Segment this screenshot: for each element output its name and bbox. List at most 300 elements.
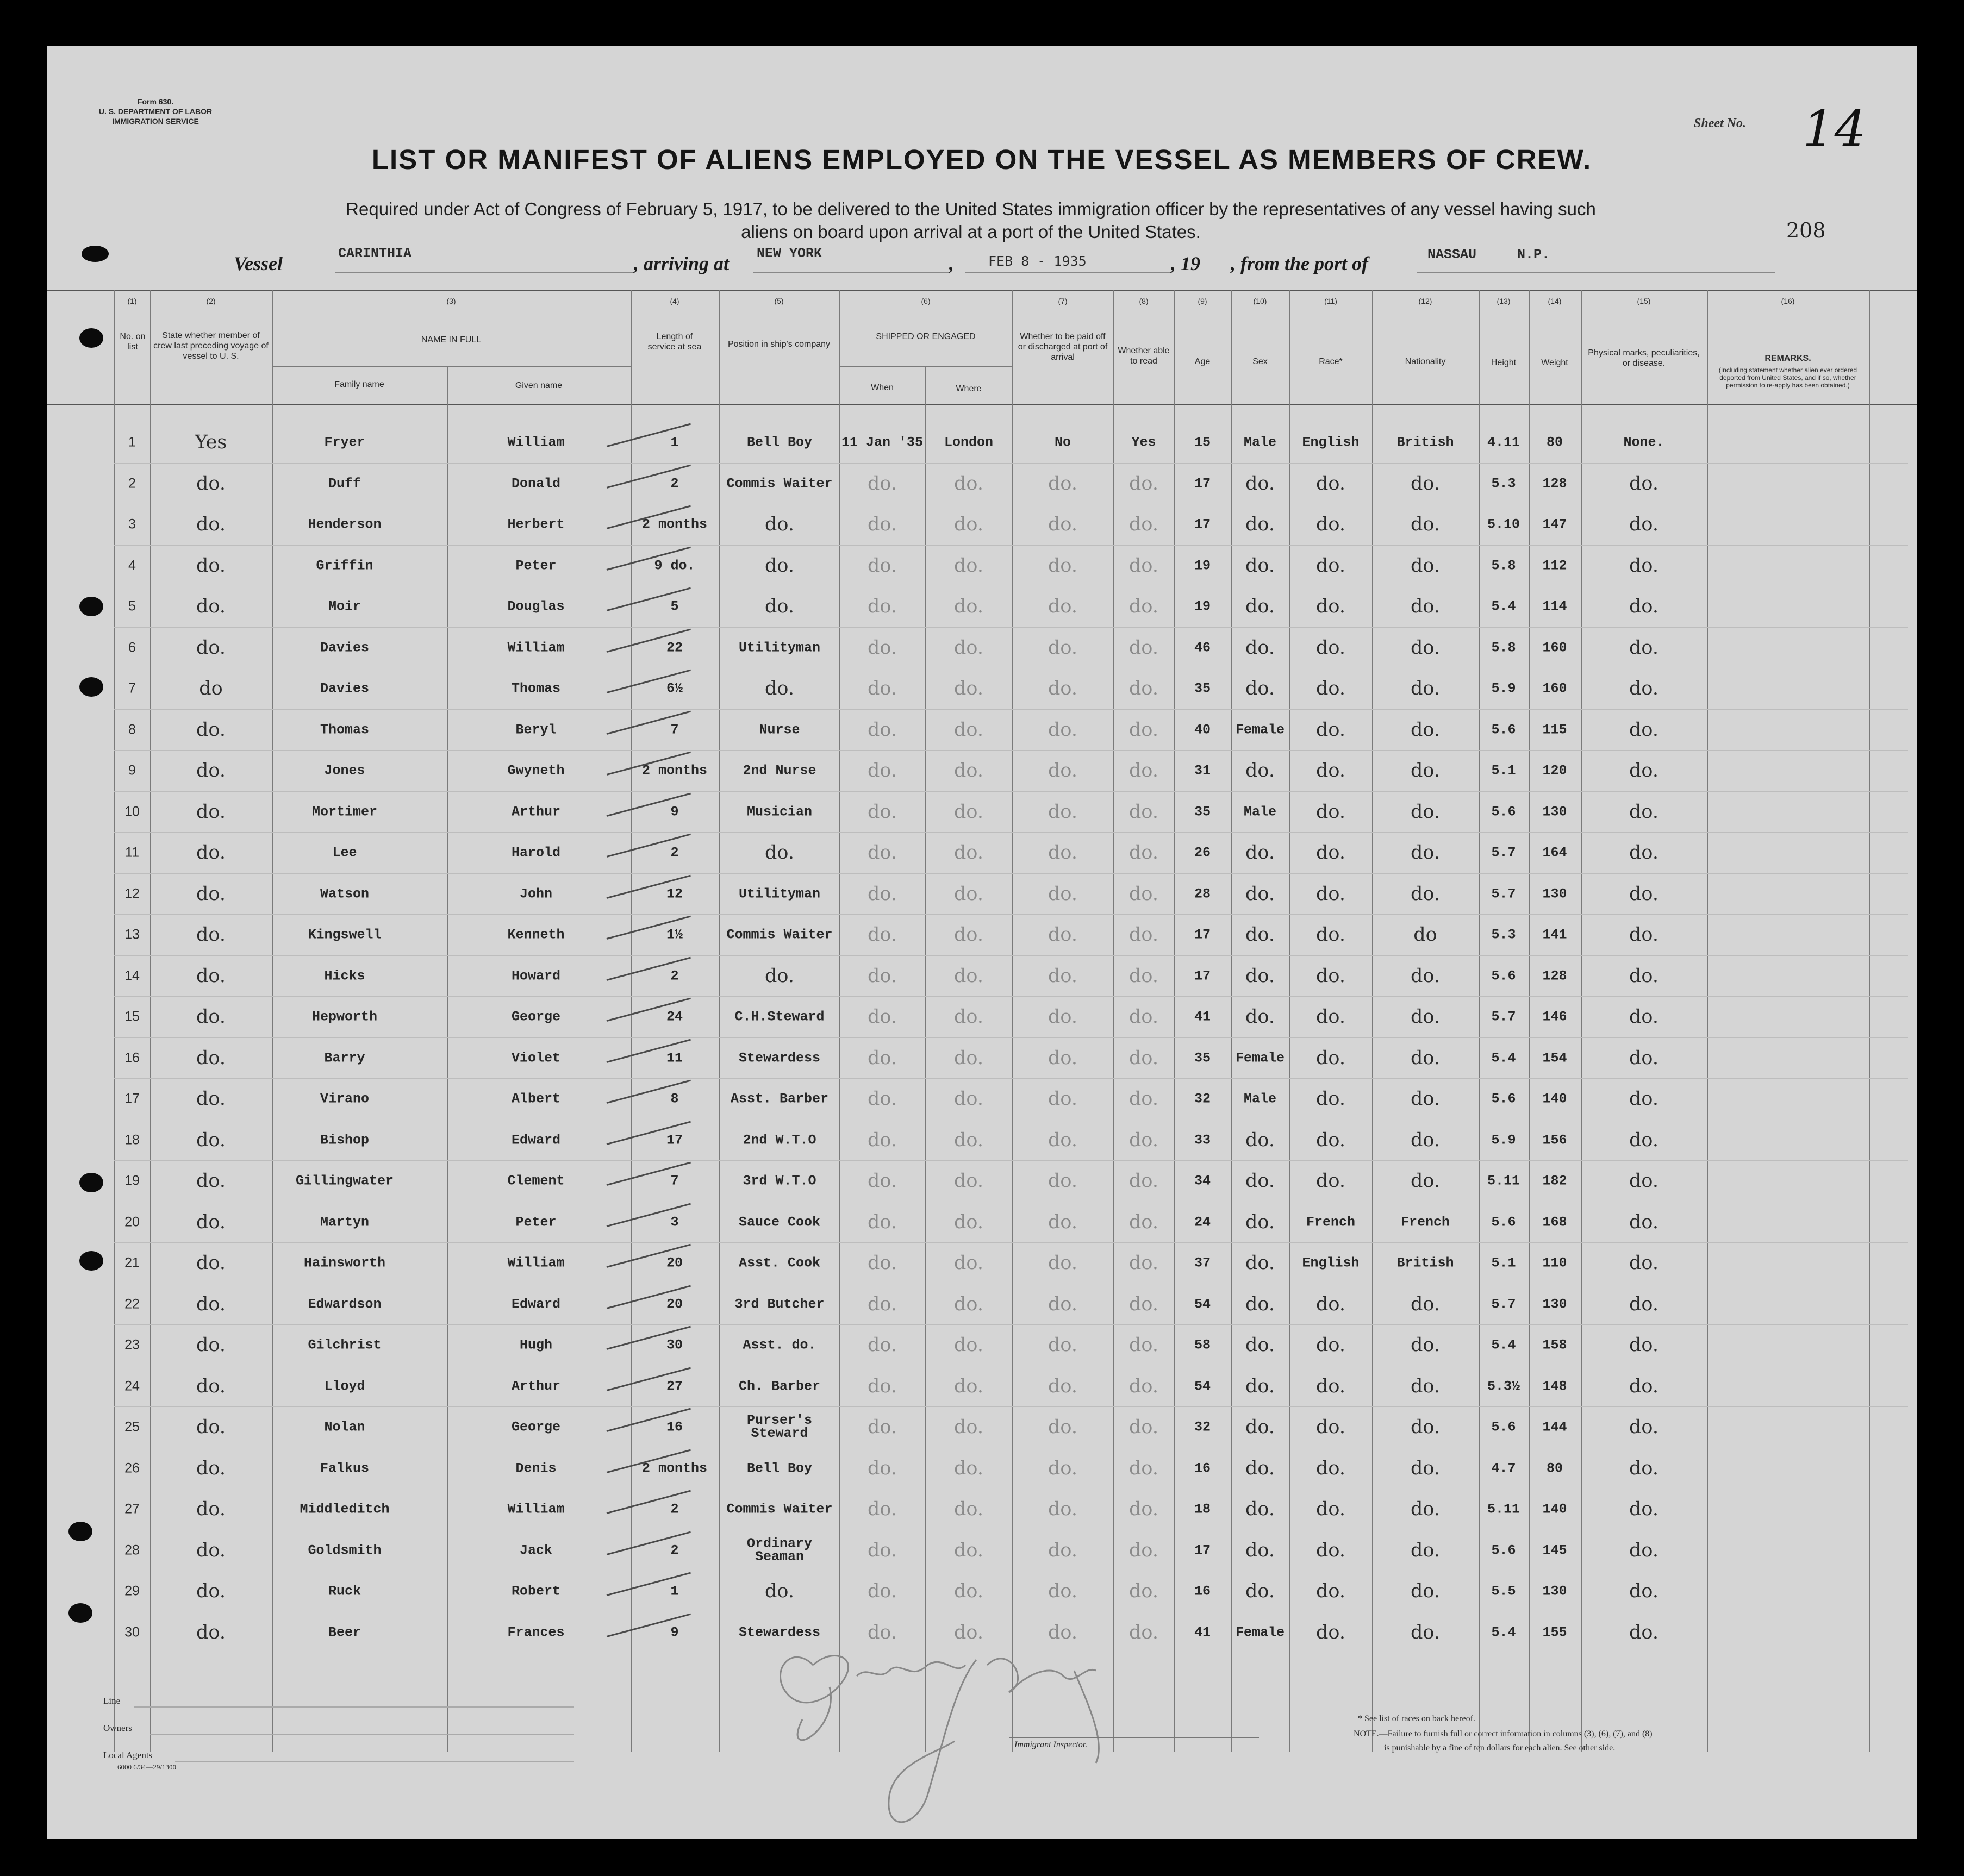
binder-hole <box>82 246 109 262</box>
cell-paid: do. <box>1048 1539 1077 1561</box>
cell-state: do. <box>196 636 226 659</box>
cell-state: do. <box>196 554 226 577</box>
cell-sex: do. <box>1245 965 1275 987</box>
cell-state: do. <box>196 801 226 823</box>
cell-given: Hugh <box>519 1337 552 1353</box>
cell-position: do. <box>765 596 794 617</box>
cell-nationality: do. <box>1411 1457 1440 1479</box>
cell-family: Mortimer <box>311 804 378 820</box>
header-where: Where <box>956 384 982 393</box>
cell-length: 2 <box>670 845 679 861</box>
cell-paid: do. <box>1048 1375 1077 1397</box>
cell-family: Goldsmith <box>308 1542 382 1558</box>
cell-length: 2 months <box>641 762 708 779</box>
cell-age: 37 <box>1194 1255 1211 1271</box>
cell-physical: do. <box>1629 1457 1659 1479</box>
cell-position: C.H.Steward <box>734 1009 825 1025</box>
cell-age: 35 <box>1194 804 1211 820</box>
cell-where: do. <box>954 801 983 823</box>
cell-age: 28 <box>1194 886 1211 902</box>
cell-weight: 146 <box>1542 1009 1567 1025</box>
cell-family: Nolan <box>324 1419 365 1435</box>
col-number-10: (10) <box>1253 297 1267 305</box>
cell-height: 5.6 <box>1491 804 1516 820</box>
cell-paid: do. <box>1048 924 1077 946</box>
cell-race: do. <box>1316 1129 1345 1151</box>
cell-no: 5 <box>128 598 136 614</box>
cell-no: 6 <box>128 640 136 655</box>
cell-sex: do. <box>1245 1539 1275 1561</box>
penalty-note-line2: is punishable by a fine of ten dollars for each alien. See other side. <box>1384 1743 1616 1753</box>
cell-position: 2nd W.T.O <box>743 1132 816 1148</box>
cell-read: do. <box>1129 1375 1158 1397</box>
cell-nationality: do. <box>1411 1375 1440 1397</box>
cell-position: Commis Waiter <box>726 927 833 943</box>
cell-family: Barry <box>324 1050 365 1066</box>
cell-no: 14 <box>124 968 140 983</box>
cell-given: Denis <box>515 1460 557 1476</box>
cell-paid: do. <box>1048 514 1077 535</box>
cell-weight: 128 <box>1542 968 1567 984</box>
cell-state: Yes <box>195 432 227 453</box>
cell-nationality: do. <box>1411 965 1440 987</box>
signature-svg <box>748 1633 1128 1839</box>
cell-no: 11 <box>125 845 139 860</box>
binder-hole <box>79 677 103 697</box>
cell-position: 3rd Butcher <box>734 1296 825 1312</box>
cell-state: do. <box>196 1047 226 1069</box>
cell-state: do. <box>196 1129 226 1151</box>
cell-age: 24 <box>1194 1214 1211 1230</box>
cell-when: do. <box>868 1088 897 1110</box>
cell-race: do. <box>1316 1416 1345 1438</box>
cell-state: do. <box>196 1621 226 1643</box>
cell-paid: do. <box>1048 636 1077 659</box>
cell-where: London <box>944 434 993 451</box>
cell-position: Asst. Cook <box>738 1255 821 1271</box>
cell-weight: 130 <box>1542 804 1567 820</box>
cell-family: Watson <box>320 886 369 902</box>
cell-physical: do. <box>1629 718 1659 741</box>
cell-physical: do. <box>1629 1047 1659 1069</box>
cell-nationality: do. <box>1411 514 1440 535</box>
cell-nationality: do. <box>1411 1006 1440 1028</box>
cell-when: do. <box>868 801 897 823</box>
cell-read: do. <box>1129 1621 1158 1643</box>
cell-where: do. <box>954 1334 983 1356</box>
cell-read: do. <box>1129 760 1158 781</box>
cell-race: do. <box>1316 1047 1345 1069</box>
cell-physical: do. <box>1629 842 1659 864</box>
cell-family: Beer <box>328 1624 361 1640</box>
cell-paid: do. <box>1048 1006 1077 1028</box>
cell-family: Lee <box>332 845 357 861</box>
cell-race: do. <box>1316 472 1345 495</box>
cell-race: do. <box>1316 1375 1345 1397</box>
col-number-8: (8) <box>1139 297 1149 305</box>
cell-nationality: do. <box>1411 1047 1440 1069</box>
row-divider <box>114 1324 1908 1325</box>
cell-where: do. <box>954 678 983 699</box>
cell-position: Commis Waiter <box>726 1501 833 1517</box>
cell-sex: Male <box>1243 804 1276 820</box>
cell-read: do. <box>1129 472 1158 495</box>
footer-print-code: 6000 6/34—29/1300 <box>117 1763 176 1771</box>
cell-where: do. <box>954 1457 983 1479</box>
cell-position: Musician <box>746 804 813 820</box>
header-length-service: Length of service at sea <box>647 332 702 352</box>
cell-physical: do. <box>1629 1580 1659 1602</box>
cell-race: English <box>1302 1255 1360 1271</box>
cell-where: do. <box>954 760 983 781</box>
cell-age: 58 <box>1194 1337 1211 1353</box>
cell-paid: do. <box>1048 554 1077 577</box>
cell-nationality: do. <box>1411 1580 1440 1602</box>
arriving-label: , arriving at <box>634 253 730 274</box>
cell-length: 1 <box>670 1583 679 1599</box>
cell-race: do. <box>1316 678 1345 699</box>
cell-nationality: do. <box>1411 472 1440 495</box>
cell-given: Herbert <box>507 516 565 533</box>
cell-race: do. <box>1316 1498 1345 1520</box>
cell-height: 5.11 <box>1487 1173 1520 1189</box>
cell-paid: do. <box>1048 1416 1077 1438</box>
cell-state: do. <box>196 718 226 741</box>
cell-paid: do. <box>1048 842 1077 864</box>
cell-state: do. <box>196 1498 226 1520</box>
header-sex: Sex <box>1252 357 1268 366</box>
cell-position: Nurse <box>759 722 800 737</box>
cell-nationality: do. <box>1411 1170 1440 1192</box>
cell-state: do. <box>196 1416 226 1438</box>
cell-sex: do. <box>1245 1498 1275 1520</box>
cell-weight: 160 <box>1542 640 1567 655</box>
header-given-name: Given name <box>515 381 563 390</box>
cell-race: do. <box>1316 596 1345 617</box>
cell-given: John <box>519 886 552 902</box>
cell-no: 25 <box>124 1419 140 1435</box>
cell-state: do. <box>196 1170 226 1192</box>
col-number-14: (14) <box>1548 297 1562 305</box>
cell-family: Thomas <box>320 722 369 737</box>
cell-physical: do. <box>1629 965 1659 987</box>
cell-position: Commis Waiter <box>726 476 833 491</box>
cell-no: 15 <box>124 1009 140 1024</box>
cell-height: 5.1 <box>1491 762 1516 779</box>
cell-race: do. <box>1316 1006 1345 1028</box>
cell-sex: do. <box>1245 1252 1275 1274</box>
cell-nationality: do. <box>1411 678 1440 699</box>
cell-weight: 120 <box>1542 762 1567 779</box>
cell-weight: 115 <box>1542 722 1567 737</box>
header-remarks: REMARKS. <box>1765 354 1811 363</box>
cell-read: do. <box>1129 1334 1158 1356</box>
cell-when: do. <box>868 636 897 659</box>
cell-read: do. <box>1129 1088 1158 1110</box>
cell-race: do. <box>1316 1621 1345 1643</box>
cell-height: 5.6 <box>1491 968 1516 984</box>
cell-family: Kingswell <box>308 927 382 943</box>
col-number-1: (1) <box>127 297 137 305</box>
cell-physical: do. <box>1629 760 1659 781</box>
cell-age: 17 <box>1194 1542 1211 1558</box>
cell-read: do. <box>1129 1252 1158 1274</box>
cell-paid: do. <box>1048 472 1077 495</box>
cell-position: Ordinary Seaman <box>746 1535 813 1565</box>
cell-paid: do. <box>1048 1129 1077 1151</box>
cell-when: do. <box>868 1252 897 1274</box>
cell-length: 9 <box>670 1624 679 1640</box>
footer-owners-label: Owners <box>103 1723 132 1733</box>
cell-age: 15 <box>1194 434 1211 451</box>
cell-read: do. <box>1129 514 1158 535</box>
col-number-4: (4) <box>670 297 679 305</box>
cell-race: do. <box>1316 514 1345 535</box>
races-note: * See list of races on back hereof. <box>1358 1714 1475 1723</box>
row-divider <box>114 1406 1908 1407</box>
cell-length: 12 <box>666 886 683 902</box>
cell-given: Kenneth <box>507 927 565 943</box>
cell-race: do. <box>1316 760 1345 781</box>
cell-length: 16 <box>666 1419 683 1435</box>
cell-paid: do. <box>1048 965 1077 987</box>
cell-read: do. <box>1129 883 1158 905</box>
cell-no: 30 <box>124 1624 140 1640</box>
cell-given: Albert <box>511 1091 560 1107</box>
binder-hole <box>79 328 103 348</box>
cell-where: do. <box>954 1211 983 1233</box>
cell-read: do. <box>1129 1129 1158 1151</box>
cell-height: 5.4 <box>1491 1050 1516 1066</box>
cell-when: do. <box>868 1293 897 1315</box>
cell-race: do. <box>1316 554 1345 577</box>
cell-race: do. <box>1316 1293 1345 1315</box>
cell-height: 5.4 <box>1491 1624 1516 1640</box>
cell-length: 6½ <box>666 680 683 697</box>
cell-no: 29 <box>124 1583 140 1599</box>
cell-where: do. <box>954 1416 983 1438</box>
binder-hole <box>79 1173 103 1192</box>
cell-when: do. <box>868 718 897 741</box>
cell-race: do. <box>1316 965 1345 987</box>
cell-sex: do. <box>1245 636 1275 659</box>
cell-no: 19 <box>124 1173 140 1189</box>
cell-where: do. <box>954 472 983 495</box>
cell-height: 5.1 <box>1491 1255 1516 1271</box>
cell-given: Robert <box>511 1583 560 1599</box>
cell-race: do. <box>1316 924 1345 946</box>
cell-length: 27 <box>666 1378 683 1394</box>
cell-no: 13 <box>124 927 140 942</box>
cell-family: Middleditch <box>300 1501 390 1517</box>
cell-nationality: do. <box>1411 718 1440 741</box>
cell-weight: 140 <box>1542 1501 1567 1517</box>
cell-where: do. <box>954 718 983 741</box>
inspector-rule <box>1009 1737 1259 1738</box>
cell-sex: Male <box>1243 1091 1276 1107</box>
cell-where: do. <box>954 514 983 535</box>
cell-no: 3 <box>128 516 136 532</box>
cell-paid: do. <box>1048 1621 1077 1643</box>
cell-where: do. <box>954 596 983 617</box>
cell-when: do. <box>868 842 897 864</box>
row-divider <box>114 750 1908 751</box>
cell-physical: do. <box>1629 636 1659 659</box>
cell-family: Henderson <box>308 516 382 533</box>
cell-no: 16 <box>124 1050 140 1065</box>
cell-physical: do. <box>1629 1129 1659 1151</box>
header-age: Age <box>1194 357 1211 366</box>
cell-sex: Female <box>1235 722 1285 737</box>
cell-nationality: British <box>1396 434 1454 451</box>
cell-height: 5.6 <box>1491 1214 1516 1230</box>
row-divider <box>114 709 1908 710</box>
cell-length: 2 <box>670 1501 679 1517</box>
cell-age: 17 <box>1194 516 1211 533</box>
cell-paid: do. <box>1048 1088 1077 1110</box>
cell-no: 22 <box>124 1296 140 1311</box>
cell-position: do. <box>765 1580 794 1602</box>
cell-length: 2 <box>670 1542 679 1558</box>
header-position: Position in ship's company <box>727 340 831 349</box>
cell-physical: do. <box>1629 514 1659 535</box>
cell-no: 8 <box>128 722 136 737</box>
cell-paid: do. <box>1048 1211 1077 1233</box>
cell-nationality: do. <box>1411 1293 1440 1315</box>
cell-height: 5.7 <box>1491 845 1516 861</box>
cell-read: do. <box>1129 965 1158 987</box>
cell-height: 5.8 <box>1491 640 1516 655</box>
cell-weight: 130 <box>1542 1296 1567 1312</box>
cell-race: do. <box>1316 1088 1345 1110</box>
cell-age: 54 <box>1194 1296 1211 1312</box>
cell-when: do. <box>868 596 897 617</box>
date-separator: , <box>949 253 954 274</box>
cell-where: do. <box>954 1293 983 1315</box>
cell-sex: do. <box>1245 1375 1275 1397</box>
cell-where: do. <box>954 842 983 864</box>
cell-race: do. <box>1316 718 1345 741</box>
cell-age: 19 <box>1194 598 1211 615</box>
cell-family: Hainsworth <box>303 1255 386 1271</box>
cell-height: 5.7 <box>1491 1296 1516 1312</box>
cell-sex: do. <box>1245 472 1275 495</box>
cell-sex: do. <box>1245 1170 1275 1192</box>
cell-when: do. <box>868 883 897 905</box>
cell-nationality: do. <box>1411 760 1440 781</box>
row-divider <box>114 832 1908 833</box>
page-reference: 208 <box>1786 218 1826 242</box>
cell-position: Ch. Barber <box>738 1378 821 1394</box>
cell-given: Gwyneth <box>507 762 565 779</box>
binder-hole <box>68 1522 92 1541</box>
cell-given: Edward <box>511 1132 560 1148</box>
cell-age: 32 <box>1194 1419 1211 1435</box>
cell-given: William <box>507 434 565 451</box>
cell-height: 4.11 <box>1487 434 1520 451</box>
cell-where: do. <box>954 1047 983 1069</box>
footer-agents-rule <box>175 1761 574 1762</box>
cell-paid: do. <box>1048 760 1077 781</box>
cell-physical: do. <box>1629 596 1659 617</box>
cell-when: do. <box>868 1580 897 1602</box>
col-number-5: (5) <box>774 297 784 305</box>
cell-length: 3 <box>670 1214 679 1230</box>
cell-height: 5.11 <box>1487 1501 1520 1517</box>
cell-sex: do. <box>1245 842 1275 864</box>
cell-where: do. <box>954 965 983 987</box>
cell-no: 2 <box>128 476 136 491</box>
cell-weight: 182 <box>1542 1173 1567 1189</box>
cell-nationality: do. <box>1411 842 1440 864</box>
cell-read: do. <box>1129 596 1158 617</box>
cell-age: 17 <box>1194 968 1211 984</box>
cell-nationality: do <box>1413 924 1437 946</box>
cell-length: 2 <box>670 476 679 491</box>
cell-physical: do. <box>1629 924 1659 946</box>
cell-family: Hepworth <box>311 1009 378 1025</box>
cell-where: do. <box>954 1252 983 1274</box>
cell-race: do. <box>1316 801 1345 823</box>
cell-weight: 110 <box>1542 1255 1567 1271</box>
footer-line-label: Line <box>103 1696 121 1706</box>
cell-sex: do. <box>1245 1580 1275 1602</box>
cell-height: 5.9 <box>1491 1132 1516 1148</box>
cell-family: Ruck <box>328 1583 361 1599</box>
cell-sex: Male <box>1243 434 1276 451</box>
document-subtitle-line2: aliens on board upon arrival at a port of the United States. <box>741 222 1201 242</box>
cell-given: Jack <box>519 1542 552 1558</box>
cell-sex: do. <box>1245 514 1275 535</box>
cell-when: do. <box>868 1539 897 1561</box>
cell-state: do. <box>196 883 226 905</box>
cell-where: do. <box>954 1621 983 1643</box>
cell-paid: do. <box>1048 1498 1077 1520</box>
header-remarks-note: (Including statement whether alien ever ordered deported from United States, and if so, whether permission to re-apply has been obtained.) <box>1718 366 1857 389</box>
from-port-label: , from the port of <box>1231 253 1369 274</box>
cell-paid: do. <box>1048 1293 1077 1315</box>
cell-read: do. <box>1129 1498 1158 1520</box>
header-family-name: Family name <box>334 380 384 389</box>
cell-no: 27 <box>124 1501 140 1517</box>
header-weight: Weight <box>1541 358 1568 367</box>
cell-given: Douglas <box>507 598 565 615</box>
cell-family: Fryer <box>324 434 365 451</box>
cell-read: do. <box>1129 1416 1158 1438</box>
cell-weight: 80 <box>1546 1460 1563 1476</box>
cell-given: Frances <box>507 1624 565 1640</box>
cell-when: do. <box>868 678 897 699</box>
footer-agents-label: Local Agents <box>103 1750 153 1760</box>
cell-race: do. <box>1316 883 1345 905</box>
cell-no: 24 <box>124 1378 140 1393</box>
col-number-12: (12) <box>1418 297 1432 305</box>
cell-given: William <box>507 640 565 655</box>
cell-length: 1 <box>670 434 679 451</box>
cell-given: Howard <box>511 968 560 984</box>
cell-age: 35 <box>1194 680 1211 697</box>
cell-nationality: do. <box>1411 883 1440 905</box>
cell-age: 35 <box>1194 1050 1211 1066</box>
cell-state: do. <box>196 1088 226 1110</box>
cell-paid: do. <box>1048 678 1077 699</box>
cell-physical: do. <box>1629 1539 1659 1561</box>
cell-nationality: do. <box>1411 1088 1440 1110</box>
cell-when: do. <box>868 1457 897 1479</box>
row-divider <box>114 627 1908 628</box>
footer-owners-rule <box>150 1734 574 1735</box>
cell-weight: 158 <box>1542 1337 1567 1353</box>
